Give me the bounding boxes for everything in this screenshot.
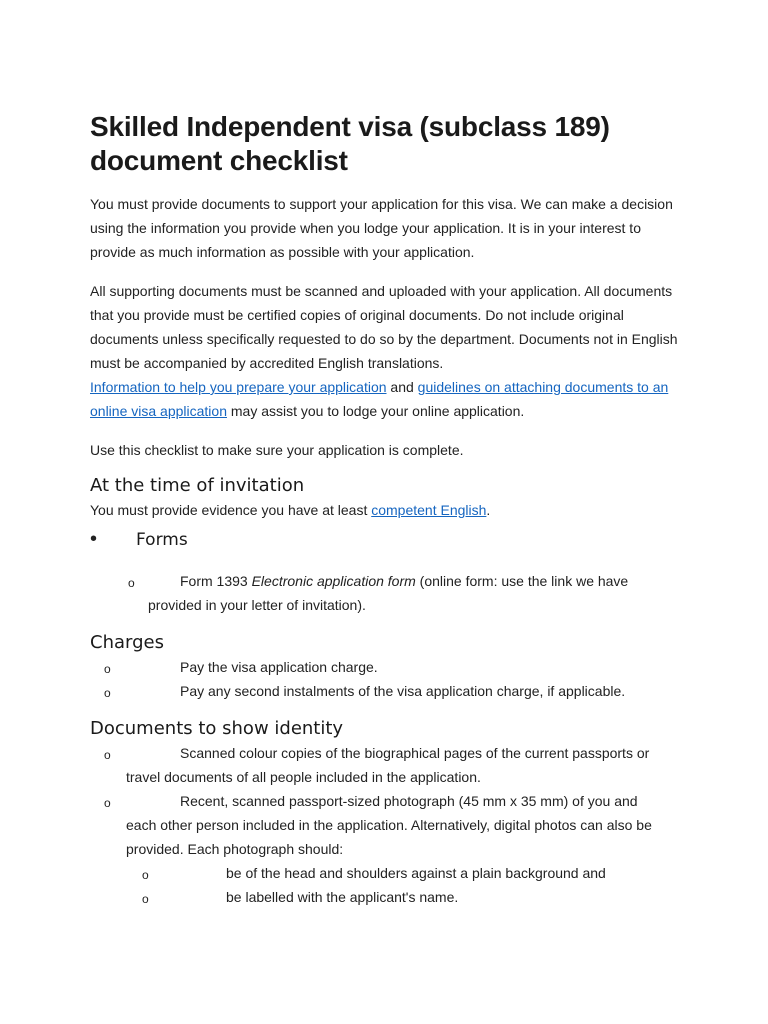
identity-heading: Documents to show identity [90,718,344,739]
list-marker: o [104,686,111,700]
photo-requirement-item [90,885,680,909]
evidence-line [90,498,680,522]
prepare-application-link[interactable]: Information to help you prepare your application [90,379,387,395]
form-item-prefix: Form 1393 [180,573,252,589]
charges-heading: Charges [90,632,164,653]
intro-paragraph: You must provide documents to support your application for this visa. We can make a decision using the information you provide when you lodge your application. It is in your interest to provide as much information as possible with your application. [90,196,673,260]
identity-item-continuation: each other person included in the application. Alternatively, digital photos can also be [126,817,652,833]
supporting-text: All supporting documents must be scanned and uploaded with your application. All documents that you provide must be certified copies of original documents. Do not include original documents unless specifically requested to do so by the department. Documents not in English must be accompanied by accredited English translations. [90,283,678,371]
form-1393-item [90,569,680,617]
links-and-text: and [386,379,418,395]
supporting-paragraph [90,279,680,423]
charge-item [90,655,680,679]
identity-item-photograph [90,789,680,861]
charge-item [90,679,680,703]
photo-requirement-text: be of the head and shoulders against a plain background and [226,865,606,881]
evidence-suffix: . [486,502,491,518]
document-page [90,110,680,909]
attaching-documents-guidelines-link[interactable]: guidelines on attaching documents to an online visa application [90,379,669,419]
forms-list-item [90,528,680,556]
links-rest-text: may assist you to lodge your online application. [226,403,525,419]
forms-subheading: Forms [136,530,188,550]
identity-item-first-line: Scanned colour copies of the biographical pages of the current passports or [180,745,650,761]
form-item-suffix: (online form: use the link we have [415,573,629,589]
identity-item-continuation: travel documents of all people included in the application. [126,769,481,785]
evidence-prefix: You must provide evidence you have at least [90,502,372,518]
form-item-first-line [90,569,680,593]
photo-requirement-item [90,861,680,885]
form-item-name: Electronic application form [251,573,416,589]
charge-item-text: Pay the visa application charge. [180,659,378,675]
identity-item-passports [90,741,680,789]
list-marker: o [104,662,111,676]
list-marker: o [104,748,111,762]
photo-requirement-text: be labelled with the applicant's name. [226,889,459,905]
identity-item-continuation: provided. Each photograph should: [126,841,344,857]
competent-english-link[interactable]: competent English [371,502,487,518]
list-marker: o [142,892,149,906]
list-marker: o [128,576,135,590]
form-item-continuation: provided in your letter of invitation). [148,597,366,613]
identity-item-first-line: Recent, scanned passport-sized photograph (45 mm x 35 mm) of you and [180,793,638,809]
page-title: Skilled Independent visa (subclass 189) document checklist [90,111,610,176]
invitation-heading: At the time of invitation [90,475,305,496]
list-marker: o [142,868,149,882]
list-marker: o [104,796,111,810]
charge-item-text: Pay any second instalments of the visa application charge, if applicable. [180,683,626,699]
checklist-note: Use this checklist to make sure your application is complete. [90,442,464,458]
bullet-marker: • [90,528,98,550]
